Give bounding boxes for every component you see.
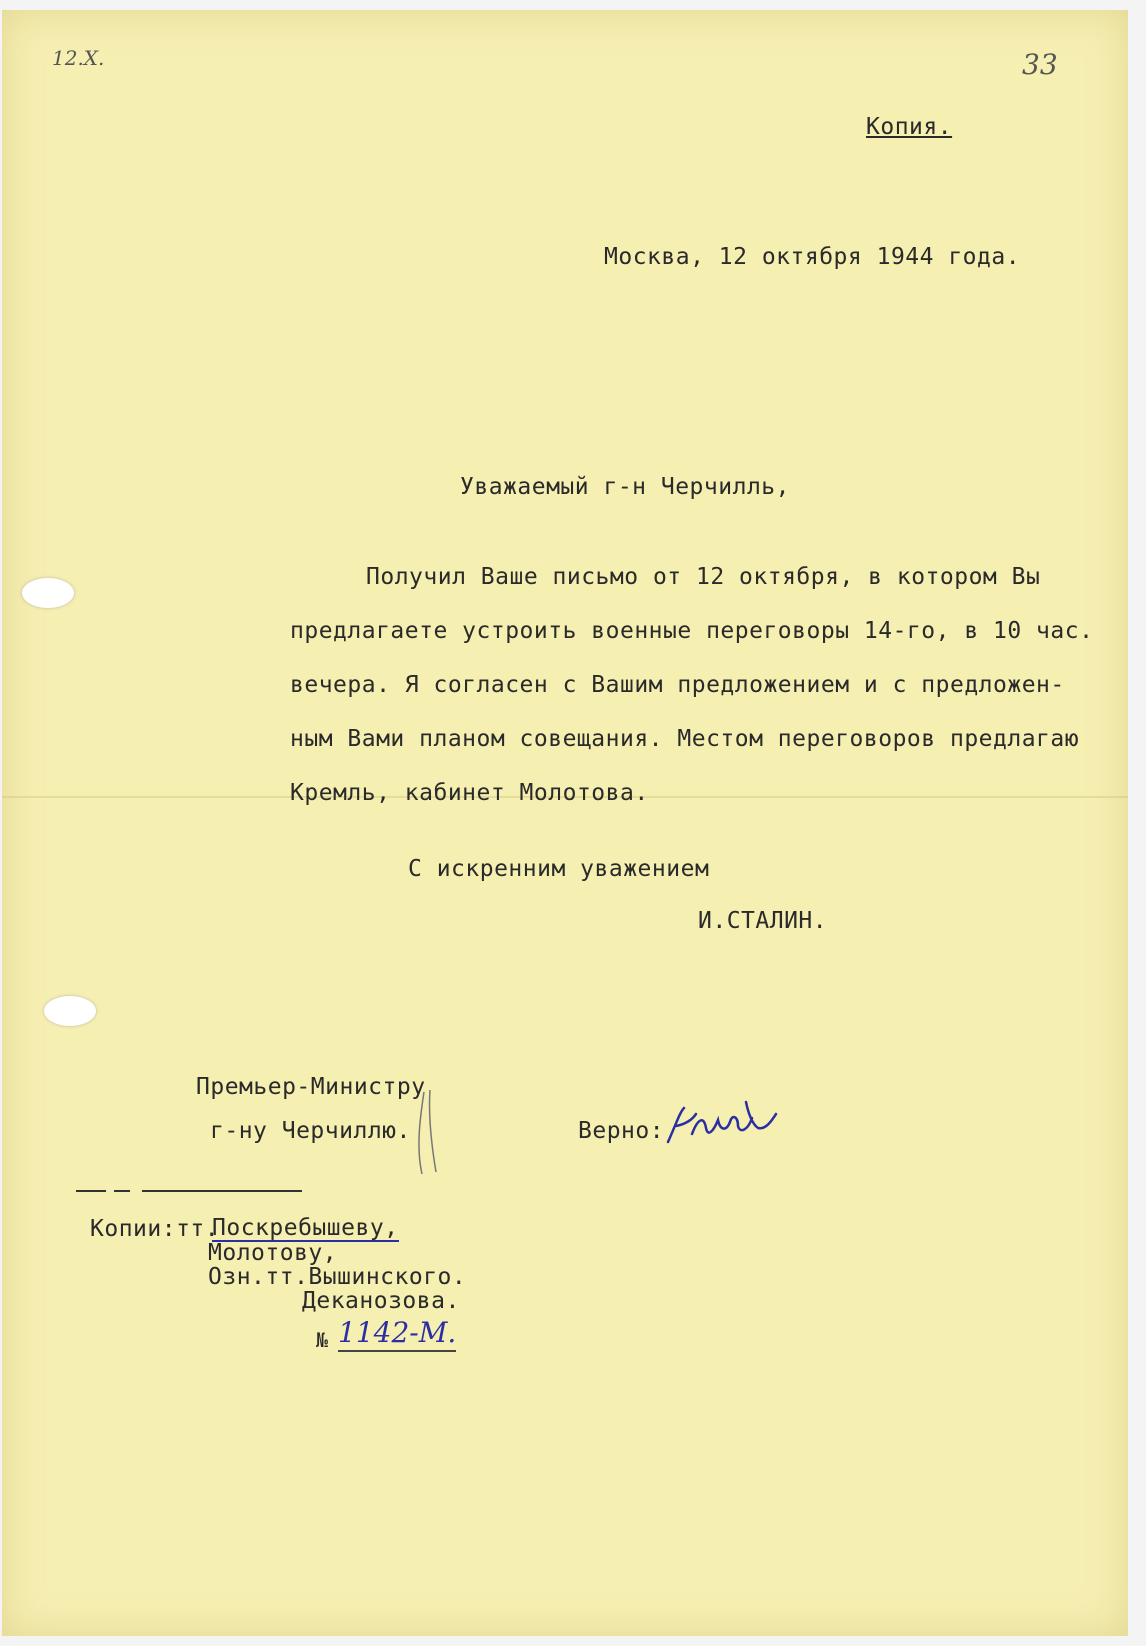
separator-rule-part-3 [142,1190,302,1192]
closing-regards: С искренним уважением [408,856,710,882]
separator-rule-part-2 [114,1190,130,1192]
body-line-1: Получил Ваше письмо от 12 октября, в котором Вы [366,564,1041,590]
distribution-prefix: Копии:тт. [90,1216,220,1242]
body-line-2: предлагаете устроить военные переговоры 14-го, в 10 час. [290,618,1094,644]
body-line-4: ным Вами планом совещания. Местом переговоров предлагаю [290,726,1080,752]
signature-name: И.СТАЛИН. [698,908,828,934]
page-number: 33 [1022,48,1058,81]
distribution-first: Поскребышеву, [212,1215,399,1241]
punch-hole-top [22,578,74,608]
distribution-second: Молотову, [208,1240,338,1266]
distribution-fourth: Деканозова. [302,1288,460,1314]
punch-hole-bottom [44,996,96,1026]
distribution-third: Озн.тт.Вышинского. [208,1264,467,1290]
document-page [2,10,1128,1636]
handwritten-date-mark: 12.X. [52,46,105,70]
body-line-5: Кремль, кабинет Молотова. [290,780,649,806]
pencil-mark-icon [410,1088,440,1178]
separator-rule-part-1 [76,1190,106,1192]
addressee-line-1: Премьер-Министру [196,1074,426,1100]
certification-label: Верно: [578,1118,665,1144]
handwritten-signature-icon [662,1094,782,1154]
place-date: Москва, 12 октября 1944 года. [604,244,1021,270]
registration-number: 1142-M. [338,1316,456,1352]
body-line-3: вечера. Я согласен с Вашим предложением и с предложен- [290,672,1065,698]
registration-number-sign: № [316,1328,329,1352]
addressee-line-2: г-ну Черчиллю. [210,1118,411,1144]
copy-label: Копия. [866,114,953,140]
salutation: Уважаемый г-н Черчилль, [460,474,790,500]
